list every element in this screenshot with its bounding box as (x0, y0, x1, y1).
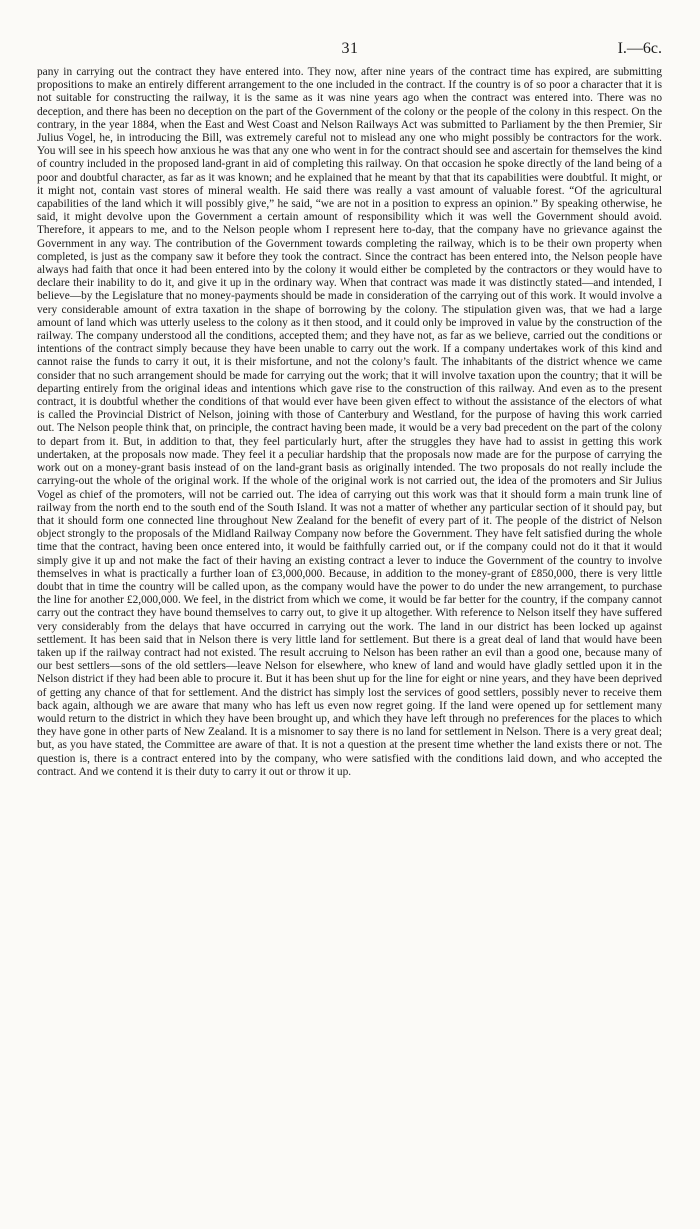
body-paragraph: pany in carrying out the contract they have entered into. They now, after nine years of the contract time has expired, are submitting propositions to make an entirely different arrangement to the one included in the contract. If the country is of so poor a character that it is not suitable for constructing the railway, it is the same as it was nine years ago when the contract was entered into. There was no deception, and there has been no deception on the part of the Government of the colony or the people of the colony in this respect. On the contrary, in the year 1884, when the East and West Coast and Nelson Railways Act was submitted to Parliament by the then Premier, Sir Julius Vogel, he, in introducing the Bill, was extremely careful not to mislead any one who might possibly be contractors for the work. You will see in his speech how anxious he was that any one who went in for the contract should see and ascertain for themselves the kind of country included in the proposed land-grant in aid of completing this railway. On that occasion he spoke directly of the land being of a poor and doubtful character, as far as it was known; and he explained that he meant by that that its capabilities were doubtful. It might, or it might not, contain vast stores of mineral wealth. He said there was really a vast amount of valuable forest. “Of the agricultural capabilities of the land which it will possibly give,” he said, “we are not in a position to express an opinion.” By speaking otherwise, he said, it might devolve upon the Government a certain amount of responsibility which it was well the Government should avoid. Therefore, it appears to me, and to the Nelson people whom I represent here to-day, that the company have no grievance against the Government in any way. The contribution of the Government towards completing the railway, which is to be their own property when completed, is just as the company saw it before they took the contract. Since the contract has been entered into, the Nelson people have always had faith that once it had been entered into by the colony it would either be completed by the contractors or they would have to declare their inability to do it, and give it up in the ordinary way. When that contract was made it was distinctly stated—and intended, I believe—by the Legislature that no money-payments should be made in consideration of the carrying out of this work. It would involve a very considerable amount of extra taxation in the shape of borrowing by the colony. The stipulation given was, that we had a large amount of land which was utterly useless to the colony as it then stood, and it could only be improved in value by the construction of the railway. The company understood all the conditions, accepted them; and they have not, as far as we believe, carried out the conditions or intentions of the contract simply because they have been unable to carry out the work. If a company undertakes work of this kind and cannot raise the funds to carry it out, it is their misfortune, and not the colony’s fault. The inhabitants of the district whence we came consider that no such arrangement should be made for carrying out the work; that it will involve taxation upon the country; that it will be departing entirely from the original ideas and intentions which gave rise to the construction of this railway. And even as to the present contract, it is doubtful whether the conditions of that would ever have been given effect to without the assistance of the electors of what is called the Provincial District of Nelson, joining with those of Canterbury and Westland, for the purpose of having this work carried out. The Nelson people think that, on principle, the contract having been made, it would be a very bad precedent on the part of the colony to depart from it. But, in addition to that, they feel particularly hurt, after the struggles they have had to assist in getting this work undertaken, at the proposals now made. They feel it a peculiar hardship that the proposals now made are for the purpose of carrying the work out on a money-grant basis instead of on the land-grant basis as originally intended. The two proposals do not really include the carrying-out the whole of the original work. If the whole of the original work is not carried out, the idea of the promoters and Sir Julius Vogel as chief of the promoters, will not be carried out. The idea of carrying out this work was that it should form a main trunk line of railway from the north end to the south end of the South Island. It was not a matter of whether any particular section of it should pay, but that it should form one connected line throughout New Zealand for the benefit of every part of it. The people of the district of Nelson object strongly to the proposals of the Midland Railway Company now before the Government. They have felt satisfied during the whole time that the contract, having been once entered into, it would be faithfully carried out, or if the company could not do it that it would simply give it up and not make the fact of their having an existing contract a lever to induce the Government of the country to involve themselves in what is practically a further loan of £3,000,000. Because, in addition to the money-grant of £850,000, there is very little doubt that in time the country will be called upon, as the company would have the power to do under the new arrangement, to purchase the line for another £2,000,000. We feel, in the district from which we come, it would be far better for the country, if the company cannot carry out the contract they have bound themselves to carry out, to give it up altogether. With reference to Nelson itself they have suffered very considerably from the delays that have occurred in carrying out the work. The land in our district has been locked up against settlement. It has been said that in Nelson there is very little land for settlement. But there is a great deal of land that would have been taken up if the railway contract had not existed. The result accruing to Nelson has been rather an evil than a good one, because many of our best settlers—sons of the old settlers—leave Nelson for elsewhere, who knew of land and would have gladly settled upon it in the Nelson district if they had been able to procure it. But it has been shut up for the line for eight or nine years, and they have been deprived of getting any chance of that for settlement. And the district has simply lost the services of good settlers, possibly never to receive them back again, although we are aware that many who has left us even now regret going. If the land were opened up for settlement many would return to the district in which they have been brought up, and which they have left through no preferences for the places to which they have gone in other parts of New Zealand. It is a misnomer to say there is no land for settlement in Nelson. There is a very great deal; but, as you have stated, the Committee are aware of that. It is not a question at the present time whether the land exists there or not. The question is, there is a contract entered into by the company, who were satisfied with the conditions laid down, and who accepted the contract. And we contend it is their duty to carry it out or throw it up. (37, 66, 662, 778)
document-reference: I.—6c. (617, 40, 662, 57)
page-number: 31 (341, 40, 359, 57)
